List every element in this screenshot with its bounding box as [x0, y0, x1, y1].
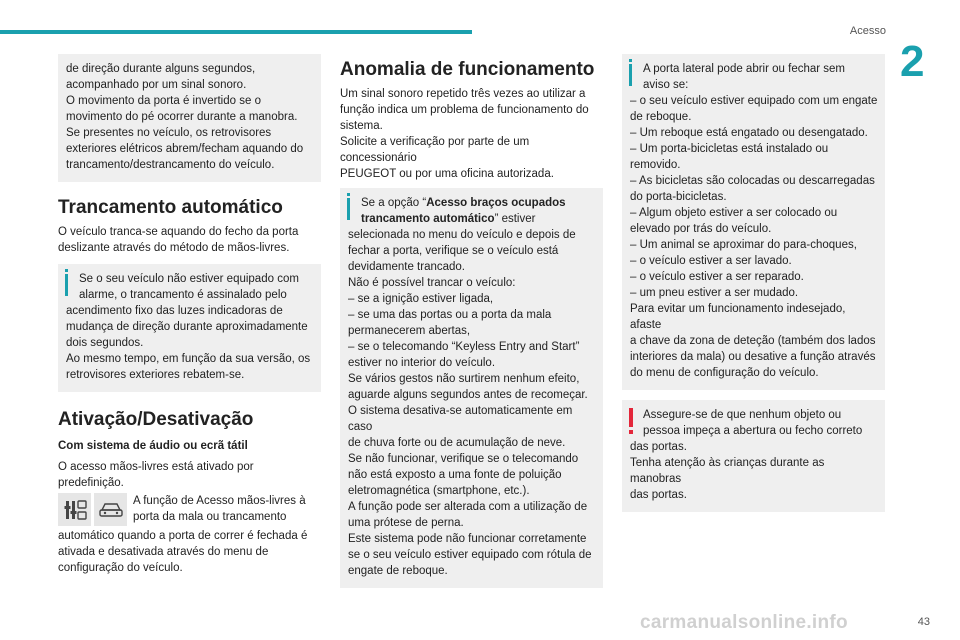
text-line: Tenha atenção às crianças durante as manobras: [630, 457, 825, 485]
settings-app-icon: [58, 493, 91, 526]
text-line: uma prótese de perna.: [348, 517, 464, 529]
text-line: se o seu veículo estiver equipado com rótula de: [348, 549, 592, 561]
text-line: retrovisores exteriores rebatem-se.: [66, 369, 245, 381]
text-line: A porta lateral pode abrir ou fechar sem: [643, 63, 846, 75]
text-line: Se a opção “Acesso braços ocupados trancamento automático” estiver: [361, 197, 566, 225]
page-number: 43: [917, 616, 930, 628]
info-box-lock-signal: [58, 264, 321, 392]
text-line: aguarde alguns segundos antes de recomeçar.: [348, 389, 588, 401]
text-line: acendimento fixo das luzes indicadoras de: [66, 305, 283, 317]
text-line: exteriores elétricos abrem/fecham aquando do: [66, 143, 304, 155]
text-line: Assegure-se de que nenhum objeto ou: [643, 409, 842, 421]
text-line: – o seu veículo estiver equipado com um engate: [630, 95, 878, 107]
heading-activation: Ativação/Desativação: [58, 409, 254, 430]
text-line: do menu de configuração do veículo.: [630, 367, 819, 379]
text-line: automático quando a porta de correr é fechada é: [58, 530, 308, 542]
text-line: permanecerem abertas,: [348, 325, 471, 337]
text-line: – se a ignição estiver ligada,: [348, 293, 494, 305]
text-line: de chuva forte ou de acumulação de neve.: [348, 437, 566, 449]
section-title: Acesso: [849, 25, 886, 37]
text-line: – As bicicletas são colocadas ou descarregadas: [630, 175, 875, 187]
text-line: – se o telecomando “Keyless Entry and Start”: [348, 341, 580, 353]
text-line: trancamento/destrancamento do veículo.: [66, 159, 275, 171]
text-line: O sistema desativa-se automaticamente em caso: [348, 405, 573, 433]
text-line: devidamente trancado.: [348, 261, 465, 273]
text-line: Solicite a verificação por parte de um concessionário: [340, 136, 530, 164]
text-line: das portas.: [630, 441, 687, 453]
text-line: – o veículo estiver a ser reparado.: [630, 271, 804, 283]
info-icon: [347, 198, 350, 220]
text-line: selecionada no menu do veículo e depois de: [348, 229, 576, 241]
text-line: dois segundos.: [66, 337, 144, 349]
text-line: interiores da mala) ou desative a função através: [630, 351, 876, 363]
option-name: Acesso braços ocupados trancamento automático: [361, 197, 566, 225]
text-line: de direção durante alguns segundos,: [66, 63, 256, 75]
text-line: porta da mala ou trancamento: [133, 511, 287, 523]
text-line: elevado por trás do veículo.: [630, 223, 772, 235]
text-line: A função de Acesso mãos-livres à: [133, 495, 306, 507]
text-line: movimento do pé ocorrer durante a manobra.: [66, 111, 298, 123]
info-box-door-movement: [58, 54, 321, 182]
info-icon: [629, 64, 632, 86]
text-line: a chave da zona de deteção (também dos lados: [630, 335, 876, 347]
text-line: – o veículo estiver a ser lavado.: [630, 255, 792, 267]
text-line: função indica um problema de funcionamento do: [340, 104, 589, 116]
text-line: – um pneu estiver a ser mudado.: [630, 287, 799, 299]
chapter-number: 2: [900, 37, 925, 86]
warning-box-obstruction: [622, 400, 885, 512]
text-line: acompanhado por um sinal sonoro.: [66, 79, 247, 91]
text-line: não está exposto a uma fonte de poluição: [348, 469, 562, 481]
text-line: deslizante através do método de mãos-livres.: [58, 242, 290, 254]
warning-icon: [629, 408, 633, 427]
text-line: do porta-bicicletas.: [630, 191, 727, 203]
text-line: Para evitar um funcionamento indesejado, afaste: [630, 303, 846, 331]
info-box-side-door: [622, 54, 885, 390]
text-line: mudança de direção durante aproximadamente: [66, 321, 308, 333]
text-line: pessoa impeça a abertura ou fecho correto: [643, 425, 863, 437]
column-3: [622, 54, 885, 512]
heading-malfunction: Anomalia de funcionamento: [340, 59, 595, 80]
info-icon: [65, 274, 68, 296]
text-line: Se presentes no veículo, os retrovisores: [66, 127, 272, 139]
text-line: fechar a porta, verifique se o veículo está: [348, 245, 559, 257]
text-line: Um sinal sonoro repetido três vezes ao utilizar a: [340, 88, 586, 100]
text-line: – Um animal se aproximar do para-choques,: [630, 239, 857, 251]
text-line: O movimento da porta é invertido se o: [66, 95, 261, 107]
text-line: Ao mesmo tempo, em função da sua versão, os: [66, 353, 311, 365]
text-line: alarme, o trancamento é assinalado pelo: [79, 289, 287, 301]
heading-auto-lock: Trancamento automático: [58, 197, 283, 218]
text-line: ativada e desativada através do menu de: [58, 546, 269, 558]
text-line: PEUGEOT ou por uma oficina autorizada.: [340, 168, 554, 180]
column-1: [58, 54, 321, 576]
text-line: – se uma das portas ou a porta da mala: [348, 309, 552, 321]
text-line: Não é possível trancar o veículo:: [348, 277, 516, 289]
text-line: engate de reboque.: [348, 565, 448, 577]
text-line: configuração do veículo.: [58, 562, 183, 574]
text-line: Se não funcionar, verifique se o telecomando: [348, 453, 579, 465]
text-line: Se o seu veículo não estiver equipado com: [79, 273, 299, 285]
info-box-hands-busy: [340, 188, 603, 588]
text-line: Este sistema pode não funcionar corretamente: [348, 533, 587, 545]
column-2: [340, 58, 603, 588]
text-line: – Algum objeto estiver a ser colocado ou: [630, 207, 838, 219]
text-line: de reboque.: [630, 111, 692, 123]
text-line: sistema.: [340, 120, 383, 132]
text-line: – Um porta-bicicletas está instalado ou: [630, 143, 829, 155]
text-line: estiver no interior do veículo.: [348, 357, 496, 369]
text-line: A função pode ser alterada com a utilização de: [348, 501, 588, 513]
header-accent-bar: [0, 30, 472, 34]
text-line: removido.: [630, 159, 681, 171]
text-line: – Um reboque está engatado ou desengatado.: [630, 127, 868, 139]
text-line: Se vários gestos não surtirem nenhum efeito,: [348, 373, 580, 385]
subheading-audio-system: Com sistema de áudio ou ecrã tátil: [58, 440, 248, 452]
car-icon: [94, 493, 127, 526]
text-line: O acesso mãos-livres está ativado por predefinição.: [58, 461, 254, 489]
text-line: aviso se:: [643, 79, 689, 91]
text-line: eletromagnética (smartphone, etc.).: [348, 485, 530, 497]
text-line: das portas.: [630, 489, 687, 501]
menu-icons: [58, 493, 127, 526]
text-line: O veículo tranca-se aquando do fecho da porta: [58, 226, 299, 238]
watermark: carmanualsonline.info: [640, 612, 848, 633]
